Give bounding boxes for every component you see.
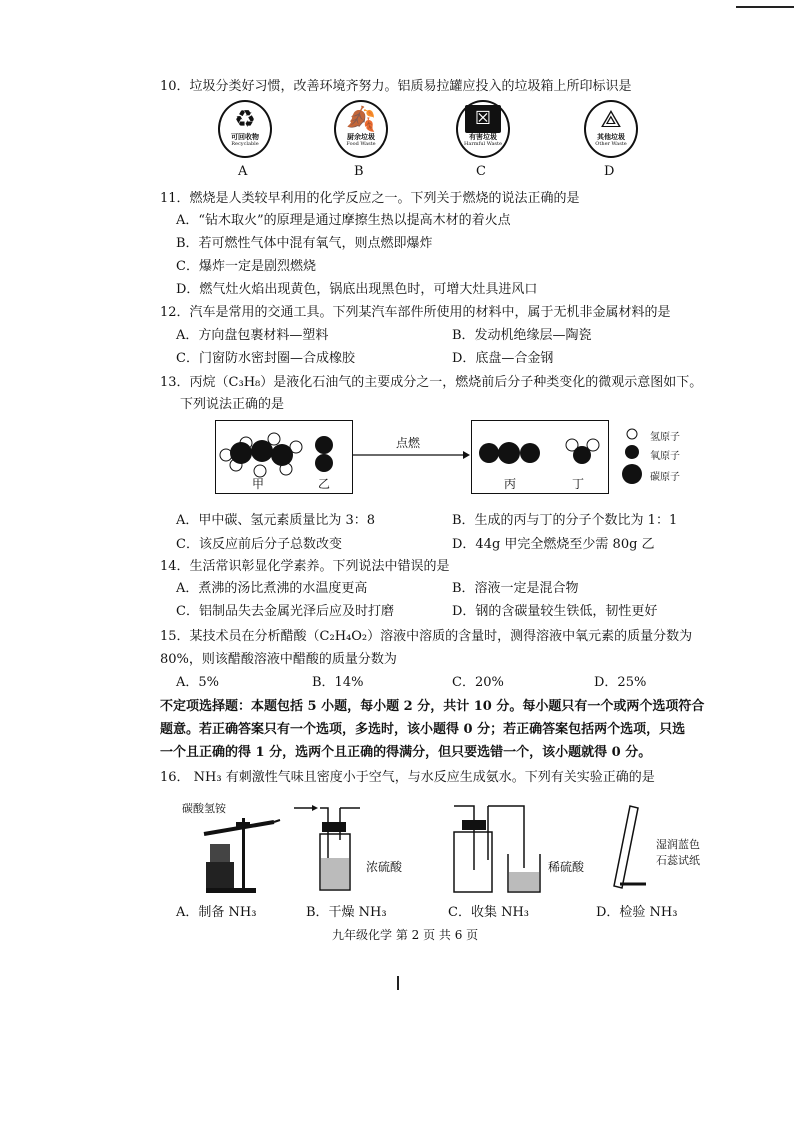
page-footer: 九年级化学 第 2 页 共 6 页: [332, 928, 479, 942]
bin-hazardous: [456, 100, 510, 158]
q11-option-d: D．燃气灶火焰出现黄色，锅底出现黑色时，可增大灶具进风口: [176, 282, 538, 297]
q14-option-b: B．溶液一定是混合物: [452, 581, 579, 596]
section-instruction-line1: 不定项选择题：本题包括 5 小题，每小题 2 分，共计 10 分。每小题只有一个或两个选项符合: [160, 699, 705, 714]
bin-label-cn: 可回收物: [231, 132, 259, 141]
bin-other: [584, 100, 638, 158]
q12-option-b: B．发动机绝缘层—陶瓷: [452, 328, 592, 343]
label-ding: 丁: [572, 477, 585, 491]
bin-label-cn: 厨余垃圾: [347, 132, 375, 141]
bin-label-cn: 有害垃圾: [469, 132, 497, 141]
drying-bottle-icon: [290, 800, 370, 896]
q14-option-d: D．钢的含碳量较生铁低，韧性更好: [452, 604, 658, 619]
q16-option-b: B．干燥 NH₃: [306, 905, 387, 920]
section-instruction-line2: 题意。若正确答案只有一个选项，多选时，该小题得 0 分；若正确答案包括两个选项，只选: [160, 722, 686, 737]
bin-recyclable: [218, 100, 272, 158]
q16-option-a: A．制备 NH₃: [176, 905, 257, 920]
q14-option-a: A．煮沸的汤比煮沸的水温度更高: [176, 581, 368, 596]
q11-option-a: A．“钻木取火”的原理是通过摩擦生热以提高木材的着火点: [176, 213, 511, 228]
bin-label-en: Other Waste: [595, 141, 627, 147]
q16-option-d: D．检验 NH₃: [596, 905, 678, 920]
label-bing: 丙: [504, 477, 517, 491]
label-dilute-sulfuric-acid: 稀硫酸: [548, 860, 585, 874]
q15-option-a: A．5%: [176, 675, 220, 690]
other-waste-icon: ⟁: [600, 105, 622, 133]
arrow-label: 点燃: [396, 436, 421, 450]
bin-label-en: Food Waste: [346, 141, 376, 147]
q13-stem-line2: 下列说法正确的是: [180, 397, 285, 412]
hazardous-waste-icon: ☒: [465, 105, 501, 133]
reactant-molecules-icon: [216, 421, 352, 493]
q15-stem-line1: 15．某技术员在分析醋酸（C₂H₄O₂）溶液中溶质的含量时，测得溶液中氧元素的质量分数为: [160, 629, 693, 644]
q14-stem: 14．生活常识彰显化学素养。下列说法中错误的是: [160, 559, 450, 574]
q15-option-b: B．14%: [312, 675, 364, 690]
q13-option-a: A．甲中碳、氢元素质量比为 3：8: [176, 513, 376, 528]
legend-oxygen: 氧原子: [650, 451, 680, 462]
bin-letter-a: A: [238, 164, 248, 179]
bin-letter-b: B: [354, 164, 364, 179]
q13-option-d: D．44g 甲完全燃烧至少需 80g 乙: [452, 537, 655, 552]
q11-option-c: C．爆炸一定是剧烈燃烧: [176, 259, 316, 274]
recycle-icon: ♻: [234, 105, 256, 133]
bin-label-en: Recyclable: [231, 141, 259, 147]
legend-carbon: 碳原子: [650, 472, 680, 483]
q15-option-c: C．20%: [452, 675, 504, 690]
q14-option-c: C．铝制品失去金属光泽后应及时打磨: [176, 604, 394, 619]
product-molecules-icon: [472, 421, 608, 493]
reactants-box: [215, 420, 353, 494]
q10-stem: 10．垃圾分类好习惯，改善环境齐努力。铝质易拉罐应投入的垃圾箱上所印标识是: [160, 79, 632, 94]
scan-page-mark: [397, 976, 399, 990]
label-conc-sulfuric-acid: 浓硫酸: [366, 860, 403, 874]
collection-apparatus-icon: [434, 800, 544, 896]
q13-stem-line1: 13．丙烷（C₃H₈）是液化石油气的主要成分之一，燃烧前后分子种类变化的微观示意图如下。: [160, 375, 703, 390]
q16-stem: 16． NH₃ 有刺激性气味且密度小于空气，与水反应生成氨水。下列有关实验正确的是: [160, 770, 655, 785]
label-jia: 甲: [252, 477, 265, 491]
bin-label-en: Harmful Waste: [464, 141, 502, 147]
q11-stem: 11．燃烧是人类较早利用的化学反应之一。下列关于燃烧的说法正确的是: [160, 191, 580, 206]
products-box: [471, 420, 609, 494]
label-litmus-line2: 石蕊试纸: [656, 854, 700, 867]
q13-option-c: C．该反应前后分子总数改变: [176, 537, 342, 552]
bin-label-cn: 其他垃圾: [597, 132, 625, 141]
scan-edge-mark: [736, 6, 794, 8]
legend-hydrogen: 氢原子: [650, 432, 680, 443]
bin-letter-d: D: [604, 164, 615, 179]
q11-option-b: B．若可燃性气体中混有氧气，则点燃即爆炸: [176, 236, 433, 251]
label-ammonium-bicarbonate: 碳酸氢铵: [182, 802, 226, 815]
bin-letter-c: C: [476, 164, 486, 179]
q12-stem: 12．汽车是常用的交通工具。下列某汽车部件所使用的材料中，属于无机非金属材料的是: [160, 305, 671, 320]
label-yi: 乙: [318, 477, 331, 491]
label-litmus-line1: 湿润蓝色: [656, 838, 700, 851]
q13-option-b: B．生成的丙与丁的分子个数比为 1：1: [452, 513, 678, 528]
atom-legend-icon: [618, 426, 646, 488]
food-waste-icon: 🍂: [346, 105, 376, 133]
q12-option-c: C．门窗防水密封圈—合成橡胶: [176, 351, 355, 366]
q12-option-a: A．方向盘包裹材料—塑料: [176, 328, 329, 343]
bin-food-waste: [334, 100, 388, 158]
q12-option-d: D．底盘—合金钢: [452, 351, 554, 366]
q15-stem-line2: 80%，则该醋酸溶液中醋酸的质量分数为: [160, 652, 397, 667]
q15-option-d: D．25%: [594, 675, 647, 690]
q16-option-c: C．收集 NH₃: [448, 905, 530, 920]
section-instruction-line3: 一个且正确的得 1 分，选两个且正确的得满分，但只要选错一个，该小题就得 0 分。: [160, 745, 652, 760]
